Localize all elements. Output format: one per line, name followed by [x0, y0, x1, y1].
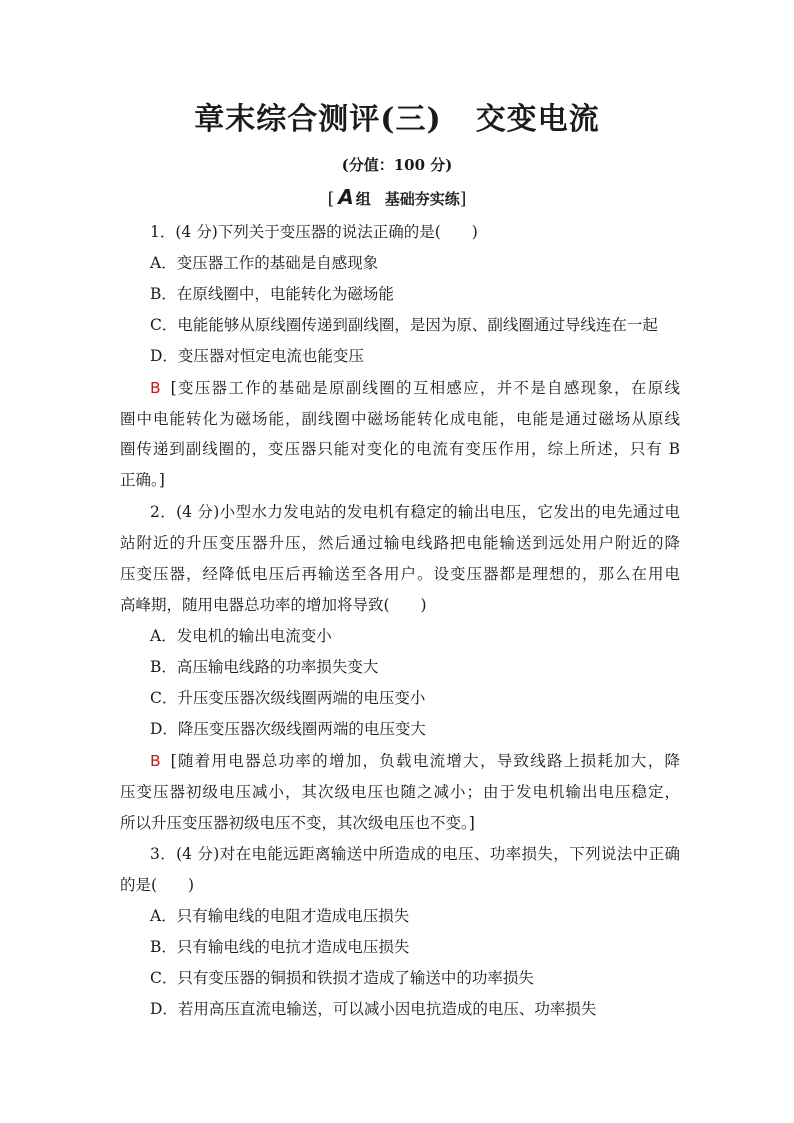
- question-1-option-d: D．变压器对恒定电流也能变压: [150, 347, 364, 365]
- title-topic: 交变电流: [475, 102, 600, 137]
- question-2-option-b: B．高压输电线路的功率损失变大: [150, 658, 379, 676]
- question-2-option-c: C．升压变压器次级线圈两端的电压变小: [150, 689, 426, 707]
- question-2-stem-line: 高峰期，随用电器总功率的增加将导致( ): [120, 596, 427, 614]
- group-label: 组: [355, 190, 371, 208]
- title-main: 章末综合测评(三): [194, 102, 442, 137]
- question-3-option-b: B．只有输电线的电抗才造成电压损失: [150, 938, 410, 956]
- question-2-explanation-line: B [随着用电器总功率的增加，负载电流增大，导致线路上损耗加大，降: [150, 752, 680, 770]
- page-title: [0, 94, 794, 138]
- question-2-stem-line: 站附近的升压变压器升压，然后通过输电线路把电能输送到远处用户附近的降: [120, 534, 680, 552]
- question-1-option-b: B．在原线圈中，电能转化为磁场能: [150, 285, 394, 303]
- question-1-option-c: C．电能能够从原线圈传递到副线圈，是因为原、副线圈通过导线连在一起: [150, 316, 658, 334]
- question-2-option-a: A．发电机的输出电流变小: [150, 627, 332, 645]
- question-2-stem-line: 2．(4 分)小型水力发电站的发电机有稳定的输出电压，它发出的电先通过电: [150, 503, 680, 521]
- question-1-explanation-line: B [变压器工作的基础是原副线圈的互相感应，并不是自感现象，在原线: [150, 379, 680, 397]
- question-1-option-a: A．变压器工作的基础是自感现象: [150, 254, 379, 272]
- question-1-explanation-line: 正确。]: [120, 471, 165, 489]
- group-name: 基础夯实练: [384, 190, 460, 208]
- question-2-explanation-line: 压变压器初级电压减小，其次级电压也随之减小；由于发电机输出电压稳定，: [120, 783, 680, 801]
- question-1-stem: 1．(4 分)下列关于变压器的说法正确的是( ): [150, 223, 478, 241]
- question-3-option-c: C．只有变压器的铜损和铁损才造成了输送中的功率损失: [150, 969, 534, 987]
- question-2-answer: B: [150, 752, 161, 770]
- question-3-stem-line: 的是( ): [120, 876, 195, 894]
- bracket-close: ]: [459, 189, 467, 209]
- bracket-open: [: [327, 189, 335, 209]
- question-1-explanation-line: 圈传递到副线圈的，变压器只能对变化的电流有变压作用，综上所述，只有 B: [120, 440, 680, 458]
- question-2-stem-line: 压变压器，经降低电压后再输送至各用户。设变压器都是理想的，那么在用电: [120, 565, 680, 583]
- question-3-option-d: D．若用高压直流电输送，可以减小因电抗造成的电压、功率损失: [150, 1000, 597, 1018]
- question-2-explanation-line: 所以升压变压器初级电压不变，其次级电压也不变。]: [120, 814, 475, 832]
- question-2-option-d: D．降压变压器次级线圈两端的电压变大: [150, 720, 426, 738]
- score-note: (分值：100 分): [341, 156, 453, 174]
- question-3-stem-line: 3．(4 分)对在电能远距离输送中所造成的电压、功率损失，下列说法中正确: [150, 845, 680, 863]
- question-1-explanation-line: 圈中电能转化为磁场能，副线圈中磁场能转化成电能，电能是通过磁场从原线: [120, 410, 680, 428]
- question-1-answer: B: [150, 379, 161, 397]
- section-header: [0, 185, 794, 209]
- question-3-option-a: A．只有输电线的电阻才造成电压损失: [150, 907, 410, 925]
- group-letter: A: [338, 185, 354, 209]
